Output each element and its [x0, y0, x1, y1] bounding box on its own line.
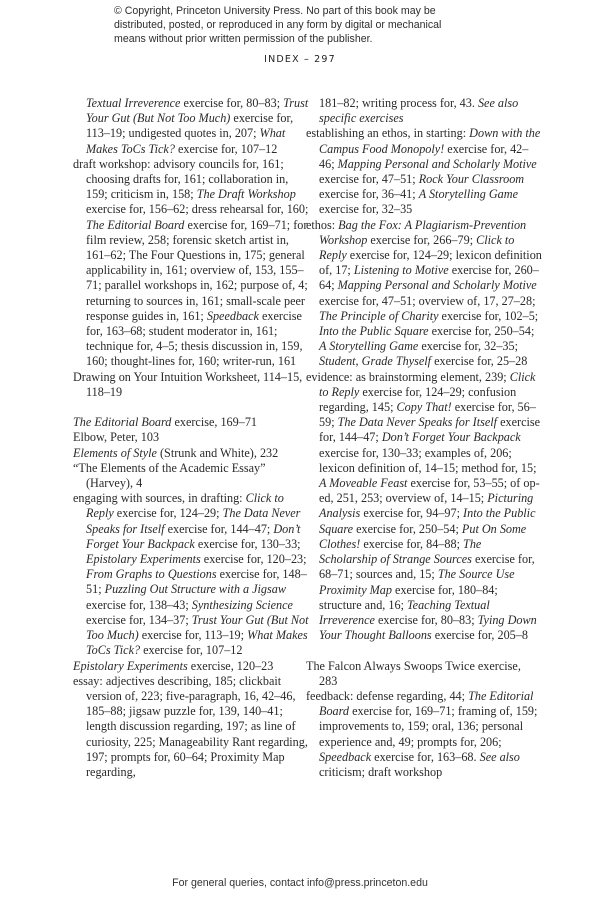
index-entry-continuation: Textual Irreverence exercise for, 80–83; Trust Your Gut (But Not Too Much) exercise for, 113–19; undigested quotes in, 207; What Makes ToCs Tick? exercise for, 107–12 — [86, 96, 309, 156]
italic-title: Synthesizing Science — [191, 597, 293, 612]
index-entry-editorial-board: The Editorial Board exercise, 169–71 — [73, 415, 258, 430]
italic-title: The Scholarship of Strange Sources — [319, 536, 482, 567]
italic-title: Put On Some Clothes! — [319, 521, 527, 551]
index-entry-drawing: Drawing on Your Intuition Worksheet, 114–15, 118–19 — [73, 369, 303, 399]
italic-title: The Source Use Proximity Map — [319, 567, 515, 597]
index-entry-elbow: Elbow, Peter, 103 — [73, 430, 160, 445]
italic-title: Don’t Forget Your Backpack — [86, 521, 301, 551]
italic-title: A Moveable Feast — [319, 476, 408, 491]
index-entry-essay: essay: adjectives describing, 185; clickbait version of, 223; five-paragraph, 16, 42–46, 185–88; jigsaw puzzle for, 139, 140–41; length discussion regarding, 197; as line of curiosity, 225; Manageability Rant regarding, 197; prompts for, 60–64; Proximity Map regarding, — [73, 673, 308, 779]
index-column-right — [306, 96, 542, 780]
italic-title: The Editorial Board — [73, 415, 172, 430]
letter-group-divider — [306, 643, 542, 658]
italic-title: The Data Never Speaks for Itself — [86, 506, 301, 536]
italic-title: Listening to Motive — [353, 263, 449, 278]
letter-group-divider — [73, 400, 309, 415]
italic-title: Copy That! — [396, 400, 452, 415]
index-entry-engaging-with-sources: engaging with sources, in drafting: Click to Reply exercise for, 124–29; The Data Never Speaks for Itself exercise for, 144–47; Don’t Forget Your Backpack exercise for, 130–33; Epistolary Experiments exercise for, 120–23; From Graphs to Questions exercise for, 148–51; Puzzling Out Structure with a Jigsaw exercise for, 138–43; Synthesizing Science exercise for, 134–37; Trust Your Gut (But Not Too Much) exercise for, 113–19; What Makes ToCs Tick? exercise for, 107–12 — [73, 491, 309, 658]
italic-title: See also — [479, 749, 520, 764]
italic-title: Epistolary Experiments — [73, 658, 188, 673]
italic-title: What Makes ToCs Tick? — [86, 126, 286, 156]
italic-title: Trust Your Gut (But Not Too Much) — [86, 96, 309, 126]
italic-title: Don’t Forget Your Backpack — [381, 430, 521, 445]
italic-title: Speedback — [319, 749, 372, 764]
copyright-line-2: distributed, posted, or reproduced in any form by digital or mechanical — [114, 19, 442, 31]
copyright-notice — [114, 4, 534, 46]
italic-title: Mapping Personal and Scholarly Motive — [337, 278, 537, 293]
italic-title: Textual Irreverence — [86, 96, 181, 110]
italic-title: The Principle of Charity — [319, 308, 439, 323]
italic-title: Click to Reply — [319, 232, 515, 263]
italic-title: Mapping Personal and Scholarly Motive — [337, 156, 537, 171]
italic-title: Elements of Style — [73, 445, 157, 460]
italic-title: Puzzling Out Structure with a Jigsaw — [104, 582, 286, 597]
italic-title: Epistolary Experiments — [86, 552, 201, 567]
italic-title: Tying Down Your Thought Balloons — [319, 612, 537, 643]
index-entry-falcon: The Falcon Always Swoops Twice exercise, 283 — [306, 658, 521, 688]
index-entry-ethos: ethos: Bag the Fox: A Plagiarism-Prevention Workshop exercise for, 266–79; Click to Reply exercise for, 124–29; lexicon definition of, 17; Listening to Motive exercise for, 260–64; Mapping Personal and Scholarly Motive exercise for, 47–51; overview of, 17, 27–28; The Principle of Charity exercise for, 102–5; Into the Public Square exercise for, 250–54; A Storytelling Game exercise for, 32–35; Student, Grade Thyself exercise for, 25–28 — [306, 217, 542, 369]
index-entry-epistolary: Epistolary Experiments exercise, 120–23 — [73, 658, 274, 673]
italic-title: Click to Reply — [319, 369, 536, 399]
italic-title: From Graphs to Questions — [86, 567, 217, 582]
copyright-line-1: © Copyright, Princeton University Press. No part of this book may be — [114, 5, 436, 17]
italic-title: Picturing Analysis — [319, 491, 534, 521]
italic-title: The Editorial Board — [86, 217, 185, 232]
index-entry-establishing-ethos: establishing an ethos, in starting: Down with the Campus Food Monopoly! exercise for, 42–46; Mapping Personal and Scholarly Motive exercise for, 47–51; Rock Your Classroom exercise for, 36–41; A Storytelling Game exercise for, 32–35 — [306, 126, 541, 217]
italic-title: Into the Public Square — [319, 324, 429, 339]
italic-title: The Editorial Board — [319, 688, 534, 719]
italic-title: The Data Never Speaks for Itself — [337, 415, 498, 430]
italic-title: Down with the Campus Food Monopoly! — [319, 126, 541, 156]
italic-title: Bag the Fox: A Plagiarism-Prevention Workshop — [319, 217, 527, 247]
italic-title: Speedback — [206, 308, 259, 323]
running-head: INDEX – 297 — [264, 54, 336, 65]
index-entry-draft-workshop: draft workshop: advisory councils for, 161; choosing drafts for, 161; collaboration in, 159; criticism in, 158; The Draft Workshop exercise for, 156–62; dress rehearsal for, 160; The Editorial Board exercise for, 169–71; for film review, 258; forensic sketch artist in, 161–62; The Four Questions in, 175; general applicability in, 161; overview of, 153, 155–71; parallel workshops in, 162; purpose of, 4; returning to sources in, 161; small-scale peer response guides in, 161; Speedback exercise for, 163–68; student moderator in, 161; technique for, 4–5; thesis discussion in, 159, 160; thought-lines for, 160; writer-run, 161 — [73, 156, 309, 369]
copyright-line-3: means without prior written permission of the publisher. — [114, 33, 373, 45]
italic-title: Click to Reply — [86, 491, 284, 521]
italic-title: See also specific exercises — [319, 96, 519, 126]
index-entry-elements-academic-essay: “The Elements of the Academic Essay” (Harvey), 4 — [73, 460, 266, 491]
italic-title: Rock Your Classroom — [418, 172, 525, 187]
italic-title: Into the Public Square — [319, 506, 536, 536]
index-entry-evidence: evidence: as brainstorming element, 239; Click to Reply exercise for, 124–29; confusion regarding, 145; Copy That! exercise for, 56–59; The Data Never Speaks for Itself exercise for, 144–47; Don’t Forget Your Backpack exercise for, 130–33; examples of, 206; lexicon definition of, 14–15; method for, 15; A Moveable Feast exercise for, 53–55; of op-ed, 251, 253; overview of, 14–15; Picturing Analysis exercise for, 94–97; Into the Public Square exercise for, 250–54; Put On Some Clothes! exercise for, 84–88; The Scholarship of Strange Sources exercise for, 68–71; sources and, 15; The Source Use Proximity Map exercise for, 180–84; structure and, 16; Teaching Textual Irreverence exercise for, 80–83; Tying Down Your Thought Balloons exercise for, 205–8 — [306, 369, 541, 643]
index-entry-continuation: 181–82; writing process for, 43. See also specific exercises — [319, 96, 519, 126]
index-entry-elements-of-style: Elements of Style (Strunk and White), 232 — [73, 445, 279, 460]
italic-title: Student, Grade Thyself — [319, 354, 432, 369]
italic-title: Trust Your Gut (But Not Too Much) — [86, 612, 309, 643]
italic-title: Teaching Textual Irreverence — [319, 597, 490, 627]
index-column-left — [73, 96, 309, 780]
italic-title: What Makes ToCs Tick? — [86, 628, 308, 658]
footer-contact: For general queries, contact info@press.princeton.edu — [172, 877, 428, 889]
index-entry-feedback: feedback: defense regarding, 44; The Editorial Board exercise for, 169–71; framing of, 159; improvements to, 159; oral, 136; personal experience and, 49; prompts for, 206; Speedback exercise for, 163–68. See also criticism; draft workshop — [306, 688, 538, 779]
italic-title: A Storytelling Game — [418, 187, 518, 202]
italic-title: A Storytelling Game — [319, 339, 419, 354]
italic-title: The Draft Workshop — [196, 187, 296, 202]
